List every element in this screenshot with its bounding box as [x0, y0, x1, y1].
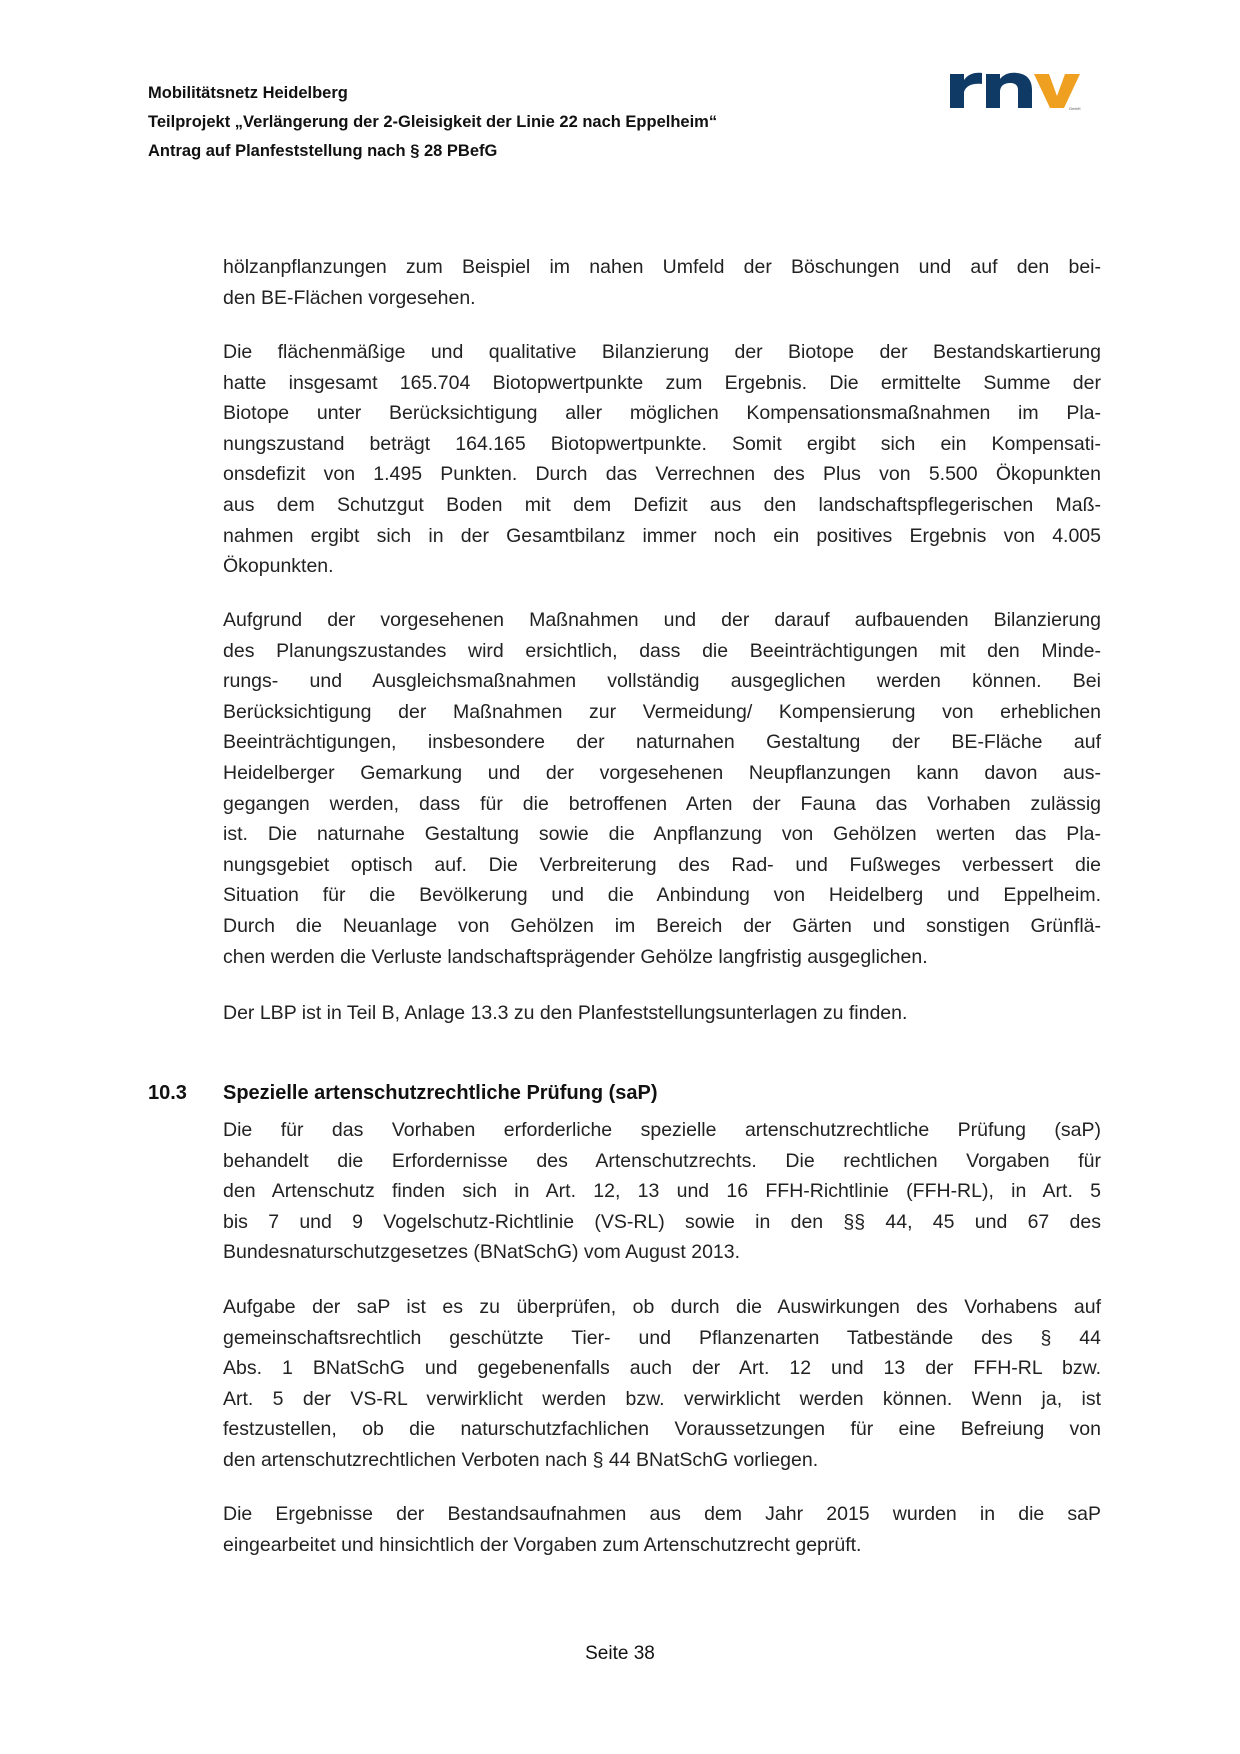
text-line: bis 7 und 9 Vogelschutz-Richtlinie (VS-RL) sowie in den §§ 44, 45 und 67 des: [223, 1210, 1101, 1233]
text-line: gemeinschaftsrechtlich geschützte Tier- und Pflanzenarten Tatbestände des § 44: [223, 1326, 1101, 1349]
text-line: Biotope unter Berücksichtigung aller möglichen Kompensationsmaßnahmen im Pla-: [223, 402, 1101, 425]
text-line: Aufgabe der saP ist es zu überprüfen, ob durch die Auswirkungen des Vorhabens auf: [223, 1296, 1101, 1318]
paragraph: [223, 337, 1101, 582]
text-line: Durch die Neuanlage von Gehölzen im Bereich der Gärten und sonstigen Grünflä-: [223, 914, 1101, 937]
header-application: Antrag auf Planfeststellung nach § 28 PBefG: [148, 142, 498, 160]
body-sap-task: [223, 1292, 1101, 1476]
text-line: Beeinträchtigungen, insbesondere der naturnahen Gestaltung der BE-Fläche auf: [223, 731, 1101, 754]
header-subproject: Teilprojekt „Verlängerung der 2-Gleisigkeit der Linie 22 nach Eppelheim“: [148, 113, 718, 131]
document-header: [148, 79, 717, 166]
text-line: gegangen werden, dass für die betroffenen Arten der Fauna das Vorhaben zulässig: [223, 792, 1101, 815]
text-line: rungs- und Ausgleichsmaßnahmen vollständig ausgeglichen werden können. Bei: [223, 670, 1101, 693]
text-line: Bundesnaturschutzgesetzes (BNatSchG) vom August 2013.: [223, 1241, 741, 1264]
text-line: ist. Die naturnahe Gestaltung sowie die Anpflanzung von Gehölzen werten das Pla-: [223, 823, 1101, 846]
paragraph: [223, 1499, 1101, 1560]
paragraph: [223, 998, 1101, 1029]
text-line: behandelt die Erfordernisse des Artenschutzrechts. Die rechtlichen Vorgaben für: [223, 1149, 1101, 1172]
logo-gmbh-suffix: GmbH: [1069, 106, 1081, 111]
text-line: Ökopunkten.: [223, 555, 334, 578]
section-number: 10.3: [148, 1082, 187, 1104]
rnv-logo: [948, 66, 1088, 112]
text-line: Heidelberger Gemarkung und der vorgesehenen Neupflanzungen kann davon aus-: [223, 761, 1101, 784]
text-line: Die flächenmäßige und qualitative Bilanzierung der Biotope der Bestandskartierung: [223, 341, 1101, 363]
text-line: den artenschutzrechtlichen Verboten nach § 44 BNatSchG vorliegen.: [223, 1448, 819, 1471]
body-biotope-balance: [223, 337, 1101, 582]
section-title: Spezielle artenschutzrechtliche Prüfung (saP): [223, 1082, 658, 1104]
section-heading: [148, 1078, 658, 1108]
body-sap-results: [223, 1499, 1101, 1560]
paragraph: [223, 1115, 1101, 1268]
text-line: Situation für die Bevölkerung und die Anbindung von Heidelberg und Eppelheim.: [223, 884, 1101, 907]
text-line: Die Ergebnisse der Bestandsaufnahmen aus dem Jahr 2015 wurden in die saP: [223, 1503, 1101, 1525]
text-line: eingearbeitet und hinsichtlich der Vorgaben zum Artenschutzrecht geprüft.: [223, 1533, 862, 1556]
text-line: onsdefizit von 1.495 Punkten. Durch das Verrechnen des Plus von 5.500 Ökopunkten: [223, 463, 1101, 486]
text-line: den BE-Flächen vorgesehen.: [223, 286, 476, 309]
text-line: Aufgrund der vorgesehenen Maßnahmen und der darauf aufbauenden Bilanzierung: [223, 609, 1101, 631]
text-line: Berücksichtigung der Maßnahmen zur Vermeidung/ Kompensierung von erheblichen: [223, 700, 1101, 723]
rnv-logo-icon: [948, 66, 1088, 112]
paragraph: [223, 252, 1101, 313]
header-project-name: Mobilitätsnetz Heidelberg: [148, 84, 348, 102]
text-line: den Artenschutz finden sich in Art. 12, 13 und 16 FFH-Richtlinie (FFH-RL), in Art. 5: [223, 1180, 1101, 1203]
text-line: chen werden die Verluste landschaftsprägender Gehölze langfristig ausgeglichen.: [223, 945, 928, 968]
text-line: hatte insgesamt 165.704 Biotopwertpunkte zum Ergebnis. Die ermittelte Summe der: [223, 371, 1101, 394]
body-lbp-reference: [223, 998, 1101, 1029]
text-line: nahmen ergibt sich in der Gesamtbilanz immer noch ein positives Ergebnis von 4.005: [223, 524, 1101, 547]
paragraph: [223, 605, 1101, 972]
text-line: des Planungszustandes wird ersichtlich, dass die Beeinträchtigungen mit den Minde-: [223, 639, 1101, 662]
text-line: nungszustand beträgt 164.165 Biotopwertpunkte. Somit ergibt sich ein Kompensati-: [223, 432, 1101, 455]
paragraph: [223, 1292, 1101, 1476]
body-top: [223, 252, 1101, 313]
body-measures: [223, 605, 1101, 972]
text-line: nungsgebiet optisch auf. Die Verbreiterung des Rad- und Fußweges verbessert die: [223, 853, 1101, 876]
text-line: festzustellen, ob die naturschutzfachlichen Voraussetzungen für eine Befreiung von: [223, 1418, 1101, 1441]
text-line: hölzanpflanzungen zum Beispiel im nahen Umfeld der Böschungen und auf den bei-: [223, 256, 1101, 278]
text-line: Art. 5 der VS-RL verwirklicht werden bzw. verwirklicht werden können. Wenn ja, ist: [223, 1387, 1101, 1410]
page-number: Seite 38: [585, 1643, 655, 1664]
text-line: aus dem Schutzgut Boden mit dem Defizit aus den landschaftspflegerischen Maß-: [223, 493, 1101, 516]
body-sap-intro: [223, 1115, 1101, 1268]
text-line: Die für das Vorhaben erforderliche spezielle artenschutzrechtliche Prüfung (saP): [223, 1119, 1101, 1141]
text-line: Der LBP ist in Teil B, Anlage 13.3 zu den Planfeststellungsunterlagen zu finden.: [223, 1002, 908, 1024]
text-line: Abs. 1 BNatSchG und gegebenenfalls auch der Art. 12 und 13 der FFH-RL bzw.: [223, 1357, 1101, 1380]
